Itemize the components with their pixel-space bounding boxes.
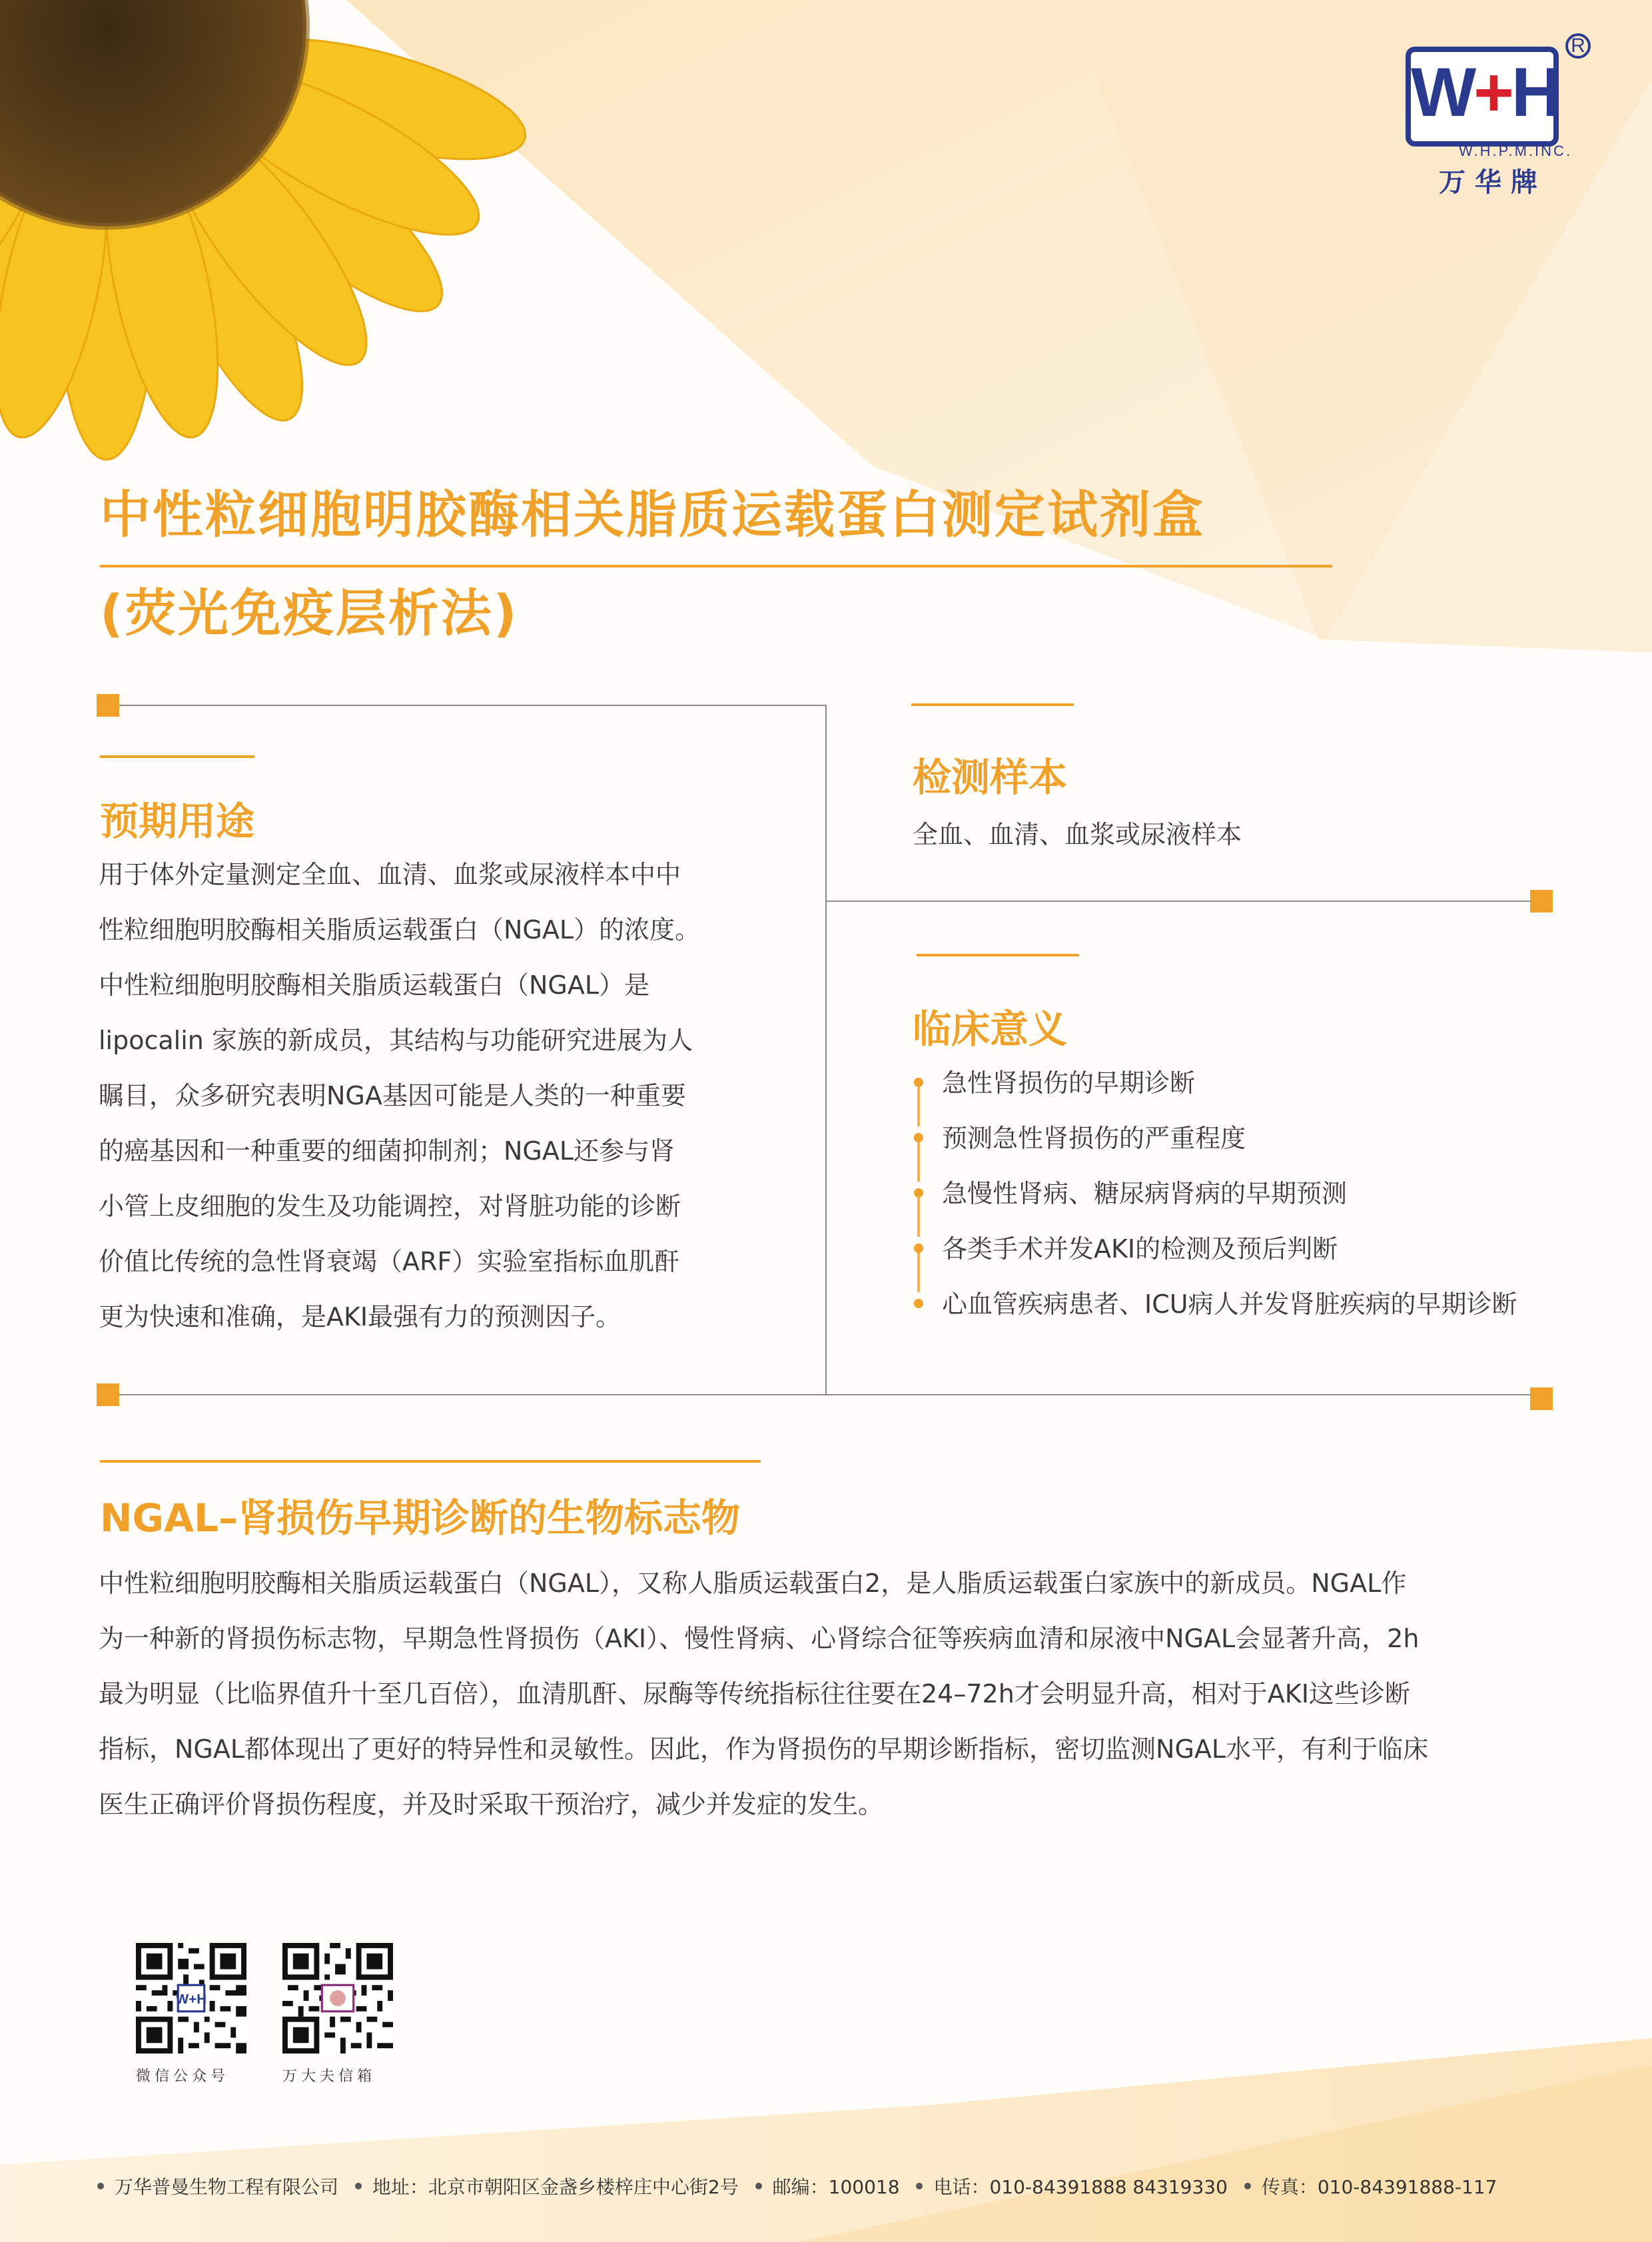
frame-vertical-rule — [825, 705, 827, 1395]
logo-plus: + — [1473, 54, 1511, 131]
mailbox-qr-label: 万大夫信箱 — [282, 2068, 376, 2085]
clinical-item-text: 心血管疾病患者、ICU病人并发肾脏疾病的早期诊断 — [942, 1290, 1517, 1319]
corner-square-bottom-left — [97, 1383, 119, 1406]
wechat-qr-code[interactable] — [136, 1943, 246, 2054]
brand-logo — [1399, 33, 1599, 198]
intended-use-line: 价值比传统的急性肾衰竭（ARF）实验室指标血肌酐 — [99, 1247, 680, 1276]
doctor-mailbox-qr-code[interactable] — [282, 1943, 393, 2054]
frame-middle-rule — [825, 901, 1530, 902]
wechat-qr-label: 微信公众号 — [136, 2068, 230, 2085]
intended-use-line: 的癌基因和一种重要的细菌抑制剂；NGAL还参与肾 — [99, 1136, 675, 1166]
sample-heading: 检测样本 — [913, 755, 1068, 800]
intended-use-body — [99, 847, 818, 1345]
clinical-accent-rule — [917, 954, 1079, 956]
intended-use-line: 瞩目，众多研究表明NGA基因可能是人类的一种重要 — [99, 1081, 686, 1110]
intended-use-line: 性粒细胞明胶酶相关脂质运载蛋白（NGAL）的浓度。 — [99, 915, 701, 944]
frame-bottom-rule — [119, 1394, 1530, 1395]
ngal-body — [99, 1556, 1631, 1832]
footer-fax: 传真：010-84391888-117 — [1261, 2176, 1497, 2198]
logo-letter-h: H — [1511, 54, 1559, 131]
footer-bullet-icon — [355, 2183, 362, 2189]
sample-text: 全血、血清、血浆或尿液样本 — [913, 820, 1242, 849]
logo-letter-w: W — [1411, 54, 1474, 131]
clinical-item-text: 各类手术并发AKI的检测及预后判断 — [942, 1234, 1338, 1264]
clinical-item-text: 急性肾损伤的早期诊断 — [942, 1068, 1196, 1098]
bullet-dot-icon — [914, 1299, 923, 1308]
clinical-list-item — [913, 1222, 1645, 1277]
corner-square-top-left — [97, 694, 119, 717]
ngal-line: 医生正确评价肾损伤程度，并及时采取干预治疗，减少并发症的发生。 — [99, 1790, 884, 1819]
page-subtitle: (荧光免疫层析法) — [100, 583, 519, 643]
clinical-list-item — [913, 1111, 1645, 1166]
footer-company: 万华普曼生物工程有限公司 — [115, 2176, 339, 2198]
ngal-line: 指标，NGAL都体现出了更好的特异性和灵敏性。因此，作为肾损伤的早期诊断指标，密切监测NGAL水平，有利于临床 — [99, 1734, 1429, 1764]
clinical-list-item — [913, 1056, 1645, 1111]
clinical-list-item — [913, 1166, 1645, 1222]
clinical-heading: 临床意义 — [913, 1006, 1068, 1052]
footer-bullet-icon — [1244, 2183, 1251, 2189]
intended-use-line: 用于体外定量测定全血、血清、血浆或尿液样本中中 — [99, 860, 681, 889]
ngal-heading: NGAL–肾损伤早期诊断的生物标志物 — [100, 1495, 740, 1541]
footer-bullet-icon — [916, 2183, 923, 2189]
clinical-list-item — [913, 1277, 1645, 1332]
intended-use-line: lipocalin 家族的新成员，其结构与功能研究进展为人 — [99, 1026, 693, 1055]
ngal-line: 中性粒细胞明胶酶相关脂质运载蛋白（NGAL），又称人脂质运载蛋白2，是人脂质运载蛋白家族中的新成员。NGAL作 — [99, 1569, 1407, 1598]
footer-bullet-icon — [97, 2183, 104, 2189]
registered-mark: R — [1565, 33, 1591, 59]
sample-accent-rule — [911, 703, 1074, 706]
intended-use-line: 更为快速和准确，是AKI最强有力的预测因子。 — [99, 1302, 621, 1331]
intended-use-accent-rule — [100, 755, 254, 758]
frame-top-rule — [119, 705, 826, 706]
logo-company-code: W.H.P.M.INC. — [1459, 143, 1573, 159]
corner-square-middle-right — [1530, 890, 1553, 913]
intended-use-line: 中性粒细胞明胶酶相关脂质运载蛋白（NGAL）是 — [99, 970, 650, 1000]
svg-text:W+H: W+H — [175, 1991, 207, 2007]
corner-square-bottom-right — [1530, 1387, 1553, 1410]
title-underline — [100, 565, 1332, 567]
clinical-item-text: 预测急性肾损伤的严重程度 — [942, 1124, 1246, 1153]
footer-address: 地址：北京市朝阳区金盏乡楼梓庄中心街2号 — [372, 2176, 739, 2198]
ngal-line: 为一种新的肾损伤标志物，早期急性肾损伤（AKI）、慢性肾病、心肾综合征等疾病血清和尿液中NGAL会显著升高，2h — [99, 1624, 1420, 1653]
logo-mark — [1406, 47, 1559, 147]
footer-phone: 电话：010-84391888 84319330 — [933, 2176, 1228, 2198]
intended-use-heading: 预期用途 — [100, 799, 255, 844]
clinical-list — [913, 1056, 1645, 1332]
ngal-accent-rule — [100, 1460, 761, 1463]
clinical-item-text: 急慢性肾病、糖尿病肾病的早期预测 — [942, 1179, 1348, 1208]
footer-bullet-icon — [755, 2183, 762, 2189]
footer-contact — [87, 2173, 1497, 2199]
page-title: 中性粒细胞明胶酶相关脂质运载蛋白测定试剂盒 — [100, 485, 1205, 544]
intended-use-line: 小管上皮细胞的发生及功能调控，对肾脏功能的诊断 — [99, 1192, 681, 1221]
footer-postcode: 邮编：100018 — [772, 2176, 900, 2198]
logo-chinese-name: 万华牌 — [1439, 167, 1547, 198]
ngal-line: 最为明显（比临界值升十至几百倍），血清肌酐、尿酶等传统指标往往要在24–72h才会明显升高，相对于AKI这些诊断 — [99, 1679, 1410, 1708]
